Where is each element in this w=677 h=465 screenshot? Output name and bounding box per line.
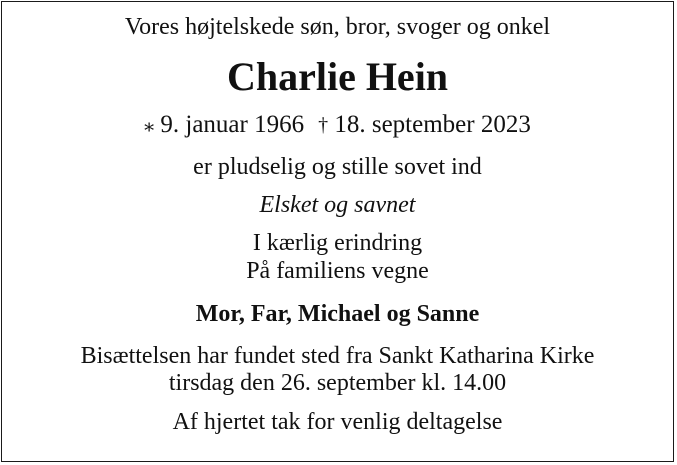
memory-phrase: I kærlig erindring (252, 230, 423, 256)
life-dates (2, 110, 673, 140)
intro-text: Vores højtelskede søn, bror, svoger og onkel (124, 14, 551, 40)
thanks-text: Af hjertet tak for venlig deltagelse (172, 409, 503, 435)
loved-phrase: Elsket og savnet (259, 192, 416, 218)
signers: Mor, Far, Michael og Sanne (195, 301, 480, 327)
birth-icon: ⁎ (144, 114, 155, 136)
deceased-name: Charlie Hein (226, 54, 449, 99)
funeral-datetime: tirsdag den 26. september kl. 14.00 (168, 370, 507, 396)
birth-date: 9. januar 1966 (160, 111, 305, 138)
family-label: På familiens vegne (246, 258, 429, 284)
death-icon: † (318, 114, 329, 136)
passing-phrase: er pludselig og stille sovet ind (193, 154, 482, 180)
obituary-notice (1, 1, 674, 462)
funeral-location: Bisættelsen har fundet sted fra Sankt Katharina Kirke (80, 343, 595, 369)
death-date: 18. september 2023 (334, 111, 531, 138)
